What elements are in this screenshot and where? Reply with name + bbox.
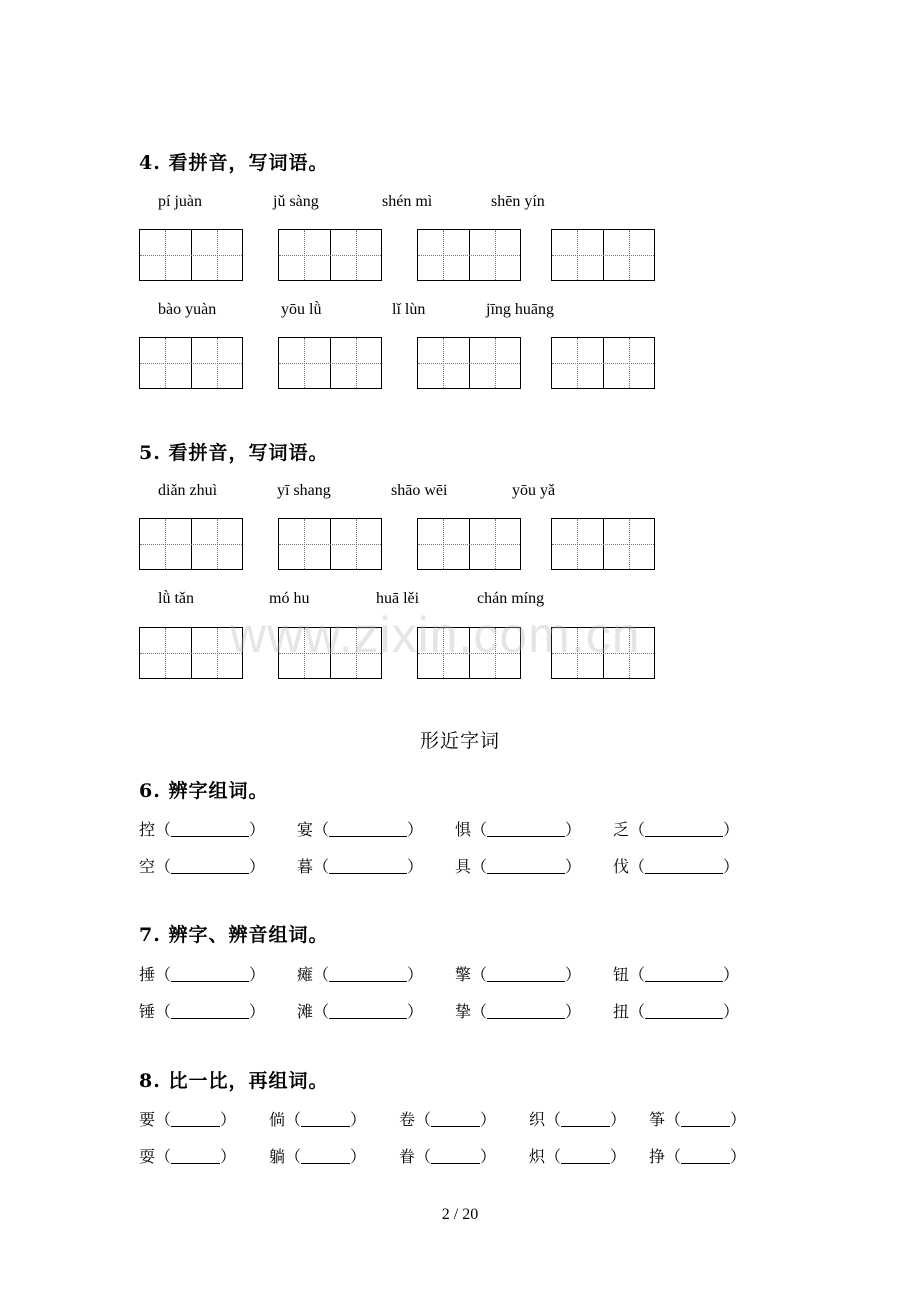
paren-open: （: [285, 1147, 302, 1166]
grid-guide-line: [552, 544, 654, 545]
char-compose-item: [139, 1144, 236, 1167]
paren-close: ）: [407, 1002, 424, 1021]
question-title-q6: 6. 辨字组词。: [139, 780, 269, 802]
answer-blank[interactable]: [301, 1147, 350, 1164]
char-compose-item: [399, 1107, 496, 1130]
tianzige-writing-box[interactable]: [417, 229, 521, 281]
character: 惧: [455, 820, 472, 839]
tianzige-writing-box[interactable]: [139, 518, 243, 570]
paren-close: ）: [565, 1002, 582, 1021]
paren-close: ）: [249, 1002, 266, 1021]
pinyin-label: jǔ sàng: [273, 193, 319, 210]
answer-blank[interactable]: [487, 1002, 565, 1019]
paren-open: （: [155, 857, 172, 876]
paren-close: ）: [723, 965, 740, 984]
answer-blank[interactable]: [681, 1110, 730, 1127]
paren-open: （: [285, 1110, 302, 1129]
paren-open: （: [155, 1147, 172, 1166]
paren-open: （: [313, 820, 330, 839]
char-compose-item: [455, 999, 581, 1022]
paren-open: （: [629, 965, 646, 984]
paren-open: （: [629, 857, 646, 876]
grid-guide-line: [418, 363, 520, 364]
character: 瘫: [297, 965, 314, 984]
paren-open: （: [471, 965, 488, 984]
tianzige-writing-box[interactable]: [139, 627, 243, 679]
pinyin-label: chán míng: [477, 590, 545, 607]
grid-guide-line: [140, 255, 242, 256]
paren-open: （: [313, 857, 330, 876]
answer-blank[interactable]: [171, 857, 249, 874]
paren-open: （: [471, 1002, 488, 1021]
answer-blank[interactable]: [487, 857, 565, 874]
paren-open: （: [665, 1110, 682, 1129]
grid-guide-line: [140, 363, 242, 364]
char-compose-item: [455, 817, 581, 840]
char-compose-item: [139, 817, 265, 840]
grid-guide-line: [279, 363, 381, 364]
paren-open: （: [155, 820, 172, 839]
paren-close: ）: [220, 1110, 237, 1129]
char-compose-item: [455, 854, 581, 877]
character: 控: [139, 820, 156, 839]
char-compose-item: [139, 854, 265, 877]
pinyin-label: shén mì: [382, 193, 433, 210]
character: 伐: [613, 857, 630, 876]
answer-blank[interactable]: [487, 965, 565, 982]
answer-blank[interactable]: [329, 857, 407, 874]
tianzige-writing-box[interactable]: [278, 337, 382, 389]
character: 倘: [269, 1110, 286, 1129]
char-compose-item: [455, 962, 581, 985]
tianzige-writing-box[interactable]: [139, 229, 243, 281]
grid-guide-line: [418, 544, 520, 545]
paren-open: （: [415, 1147, 432, 1166]
grid-guide-line: [140, 653, 242, 654]
char-compose-item: [649, 1107, 746, 1130]
char-compose-item: [269, 1144, 366, 1167]
character: 眷: [399, 1147, 416, 1166]
character: 筝: [649, 1110, 666, 1129]
char-compose-item: [613, 999, 739, 1022]
character: 滩: [297, 1002, 314, 1021]
paren-open: （: [415, 1110, 432, 1129]
char-compose-item: [297, 817, 423, 840]
pinyin-label: yōu lǜ: [281, 301, 322, 318]
character: 扭: [613, 1002, 630, 1021]
paren-open: （: [545, 1110, 562, 1129]
paren-close: ）: [730, 1147, 747, 1166]
paren-open: （: [313, 1002, 330, 1021]
answer-blank[interactable]: [431, 1110, 480, 1127]
char-compose-item: [139, 1107, 236, 1130]
tianzige-writing-box[interactable]: [278, 518, 382, 570]
paren-close: ）: [565, 820, 582, 839]
paren-close: ）: [723, 1002, 740, 1021]
pinyin-label: lǐ lùn: [392, 301, 426, 318]
character: 暮: [297, 857, 314, 876]
character: 要: [139, 1110, 156, 1129]
watermark: www.zixin.com.cn: [230, 607, 641, 663]
character: 卷: [399, 1110, 416, 1129]
answer-blank[interactable]: [431, 1147, 480, 1164]
paren-close: ）: [407, 857, 424, 876]
paren-open: （: [155, 1110, 172, 1129]
char-compose-item: [613, 817, 739, 840]
tianzige-writing-box[interactable]: [139, 337, 243, 389]
character: 织: [529, 1110, 546, 1129]
char-compose-item: [613, 962, 739, 985]
pinyin-label: shāo wēi: [391, 482, 448, 499]
pinyin-label: yī shang: [277, 482, 331, 499]
character: 空: [139, 857, 156, 876]
paren-close: ）: [723, 820, 740, 839]
paren-open: （: [629, 820, 646, 839]
pinyin-label: yōu yǎ: [512, 482, 556, 499]
answer-blank[interactable]: [645, 965, 723, 982]
pinyin-label: diǎn zhuì: [158, 482, 218, 499]
paren-open: （: [155, 1002, 172, 1021]
char-compose-item: [529, 1107, 626, 1130]
character: 钮: [613, 965, 630, 984]
answer-blank[interactable]: [329, 820, 407, 837]
paren-close: ）: [249, 820, 266, 839]
paren-open: （: [155, 965, 172, 984]
char-compose-item: [297, 999, 423, 1022]
answer-blank[interactable]: [171, 820, 249, 837]
question-title-q4: 4. 看拼音，写词语。: [139, 152, 329, 174]
answer-blank[interactable]: [171, 1002, 249, 1019]
paren-open: （: [471, 820, 488, 839]
paren-close: ）: [249, 965, 266, 984]
char-compose-item: [297, 962, 423, 985]
tianzige-writing-box[interactable]: [551, 229, 655, 281]
grid-guide-line: [552, 363, 654, 364]
char-compose-item: [139, 962, 265, 985]
answer-blank[interactable]: [561, 1147, 610, 1164]
grid-guide-line: [552, 255, 654, 256]
character: 锤: [139, 1002, 156, 1021]
pinyin-label: bào yuàn: [158, 301, 217, 318]
paren-open: （: [545, 1147, 562, 1166]
paren-close: ）: [723, 857, 740, 876]
character: 具: [455, 857, 472, 876]
character: 乏: [613, 820, 630, 839]
paren-close: ）: [565, 965, 582, 984]
paren-close: ）: [350, 1147, 367, 1166]
answer-blank[interactable]: [681, 1147, 730, 1164]
question-title-q8: 8. 比一比，再组词。: [139, 1070, 329, 1092]
character: 耍: [139, 1147, 156, 1166]
character: 挚: [455, 1002, 472, 1021]
paren-close: ）: [407, 965, 424, 984]
answer-blank[interactable]: [329, 1002, 407, 1019]
answer-blank[interactable]: [171, 965, 249, 982]
char-compose-item: [399, 1144, 496, 1167]
character: 炽: [529, 1147, 546, 1166]
paren-open: （: [313, 965, 330, 984]
pinyin-label: huā lěi: [376, 590, 420, 607]
tianzige-writing-box[interactable]: [551, 337, 655, 389]
paren-close: ）: [350, 1110, 367, 1129]
answer-blank[interactable]: [487, 820, 565, 837]
question-title-q5: 5. 看拼音，写词语。: [139, 442, 329, 464]
paren-open: （: [665, 1147, 682, 1166]
character: 擎: [455, 965, 472, 984]
paren-close: ）: [480, 1110, 497, 1129]
character: 捶: [139, 965, 156, 984]
tianzige-writing-box[interactable]: [417, 337, 521, 389]
char-compose-item: [297, 854, 423, 877]
char-compose-item: [613, 854, 739, 877]
grid-guide-line: [418, 255, 520, 256]
answer-blank[interactable]: [645, 820, 723, 837]
paren-close: ）: [407, 820, 424, 839]
paren-close: ）: [220, 1147, 237, 1166]
tianzige-writing-box[interactable]: [417, 518, 521, 570]
pinyin-label: pí juàn: [158, 193, 202, 210]
grid-guide-line: [279, 544, 381, 545]
question-title-q7: 7. 辨字、辨音组词。: [139, 924, 329, 946]
paren-close: ）: [480, 1147, 497, 1166]
pinyin-label: mó hu: [269, 590, 310, 607]
char-compose-item: [529, 1144, 626, 1167]
answer-blank[interactable]: [301, 1110, 350, 1127]
paren-close: ）: [610, 1110, 627, 1129]
character: 挣: [649, 1147, 666, 1166]
answer-blank[interactable]: [561, 1110, 610, 1127]
char-compose-item: [269, 1107, 366, 1130]
tianzige-writing-box[interactable]: [278, 229, 382, 281]
page-number: 2 / 20: [441, 1206, 479, 1223]
char-compose-item: [649, 1144, 746, 1167]
paren-open: （: [629, 1002, 646, 1021]
answer-blank[interactable]: [171, 1110, 220, 1127]
grid-guide-line: [279, 255, 381, 256]
answer-blank[interactable]: [645, 1002, 723, 1019]
paren-close: ）: [565, 857, 582, 876]
paren-close: ）: [249, 857, 266, 876]
character: 宴: [297, 820, 314, 839]
answer-blank[interactable]: [171, 1147, 220, 1164]
pinyin-label: shēn yín: [491, 193, 545, 210]
grid-guide-line: [140, 544, 242, 545]
answer-blank[interactable]: [645, 857, 723, 874]
pinyin-label: jīng huāng: [486, 301, 554, 318]
char-compose-item: [139, 999, 265, 1022]
paren-close: ）: [610, 1147, 627, 1166]
section-heading: 形近字词: [419, 730, 500, 752]
paren-open: （: [471, 857, 488, 876]
pinyin-label: lǜ tǎn: [158, 590, 194, 607]
answer-blank[interactable]: [329, 965, 407, 982]
character: 躺: [269, 1147, 286, 1166]
tianzige-writing-box[interactable]: [551, 518, 655, 570]
paren-close: ）: [730, 1110, 747, 1129]
